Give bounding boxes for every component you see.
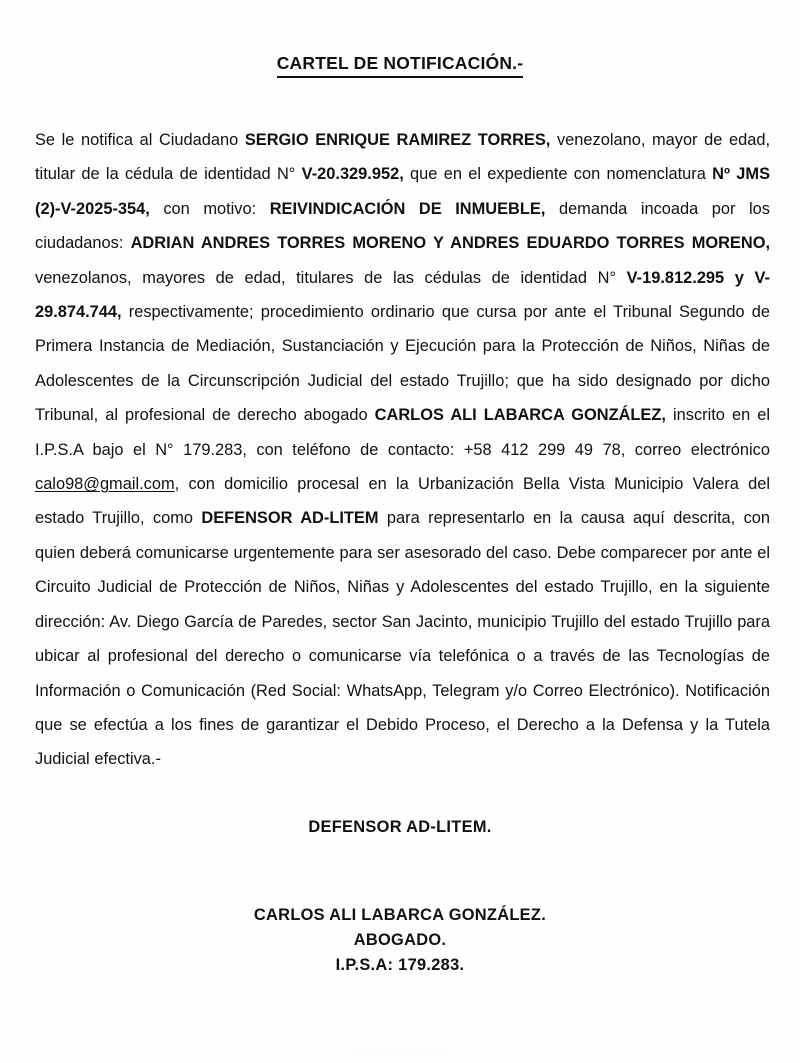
body-emphasis: V-19.812.295 y V-29.874.744, <box>35 268 770 322</box>
body-emphasis: V-20.329.952, <box>301 165 404 184</box>
body-text: venezolanos, mayores de edad, titulares de las cédulas de identidad N° <box>35 268 627 287</box>
body-emphasis: ADRIAN ANDRES TORRES MORENO Y ANDRES EDUARDO TORRES MORENO, <box>130 234 770 253</box>
signature-name: CARLOS ALI LABARCA GONZÁLEZ. <box>253 906 547 924</box>
signature-profession: ABOGADO. <box>353 931 447 949</box>
body-text: inscrito en el I.P.S.A bajo el N° 179.283, con teléfono de contacto: +58 412 299 49 78, correo electrónico <box>35 406 770 459</box>
body-text: venezolano, mayor de edad, titular de la cédula de identidad N° <box>35 131 770 184</box>
body-emphasis: CARLOS ALI LABARCA GONZÁLEZ, <box>374 406 666 425</box>
body-text: demanda incoada por los ciudadanos: <box>35 199 770 253</box>
body-text: con motivo: <box>149 199 270 218</box>
body-text: que en el expediente con nomenclatura <box>403 165 713 184</box>
body-emphasis: SERGIO ENRIQUE RAMIREZ TORRES, <box>244 131 551 149</box>
scan-artifact <box>352 1046 448 1055</box>
body-text: Se le notifica al Ciudadano <box>35 131 245 149</box>
page-title-text: CARTEL DE NOTIFICACIÓN.- <box>277 52 524 79</box>
signature-block <box>0 903 800 978</box>
notification-paragraph <box>35 123 770 777</box>
body-text: para representarlo en la causa aquí descrita, con quien deberá comunicarse urgentemente para ser asesorado del caso. Debe comparecer por ante el Circuito Judicial de Protección de Niños, Niñas y Adolescentes del estado Trujillo, en la siguiente dirección: Av. Diego García de Paredes, sector San Jacinto, municipio Trujillo del estado Trujillo para ubicar al profesional del derecho o comunicarse vía telefónica o a través de las Tecnologías de Información o Comunicación (Red Social: WhatsApp, Telegram y/o Correo Electrónico). Notificación que se efectúa a los fines de garantizar el Debido Proceso, el Derecho a la Defensa y la Tutela Judicial efectiva.- <box>35 509 770 769</box>
signature-registration: I.P.S.A: 179.283. <box>335 956 465 974</box>
body-emphasis: REIVINDICACIÓN DE INMUEBLE, <box>269 199 546 218</box>
body-text: respectivamente; procedimiento ordinario que cursa por ante el Tribunal Segundo de Primera Instancia de Mediación, Sustanciación y Ejecución para la Protección de Niños, Niñas de Adolescentes de la Circunscripción Judicial del estado Trujillo; que ha sido designado por dicho Tribunal, al profesional de derecho abogado <box>35 303 770 425</box>
body-emphasis: DEFENSOR AD-LITEM <box>201 509 379 528</box>
signature-role: DEFENSOR AD-LITEM. <box>308 818 492 836</box>
body-emphasis: Nº JMS (2)-V-2025-354, <box>35 165 771 218</box>
email-link[interactable]: calo98@gmail.com <box>35 475 175 494</box>
page-title <box>0 52 800 79</box>
body-text: , con domicilio procesal en la Urbanización Bella Vista Municipio Valera del estado Trujillo, como <box>35 475 770 528</box>
notification-body <box>35 123 770 777</box>
